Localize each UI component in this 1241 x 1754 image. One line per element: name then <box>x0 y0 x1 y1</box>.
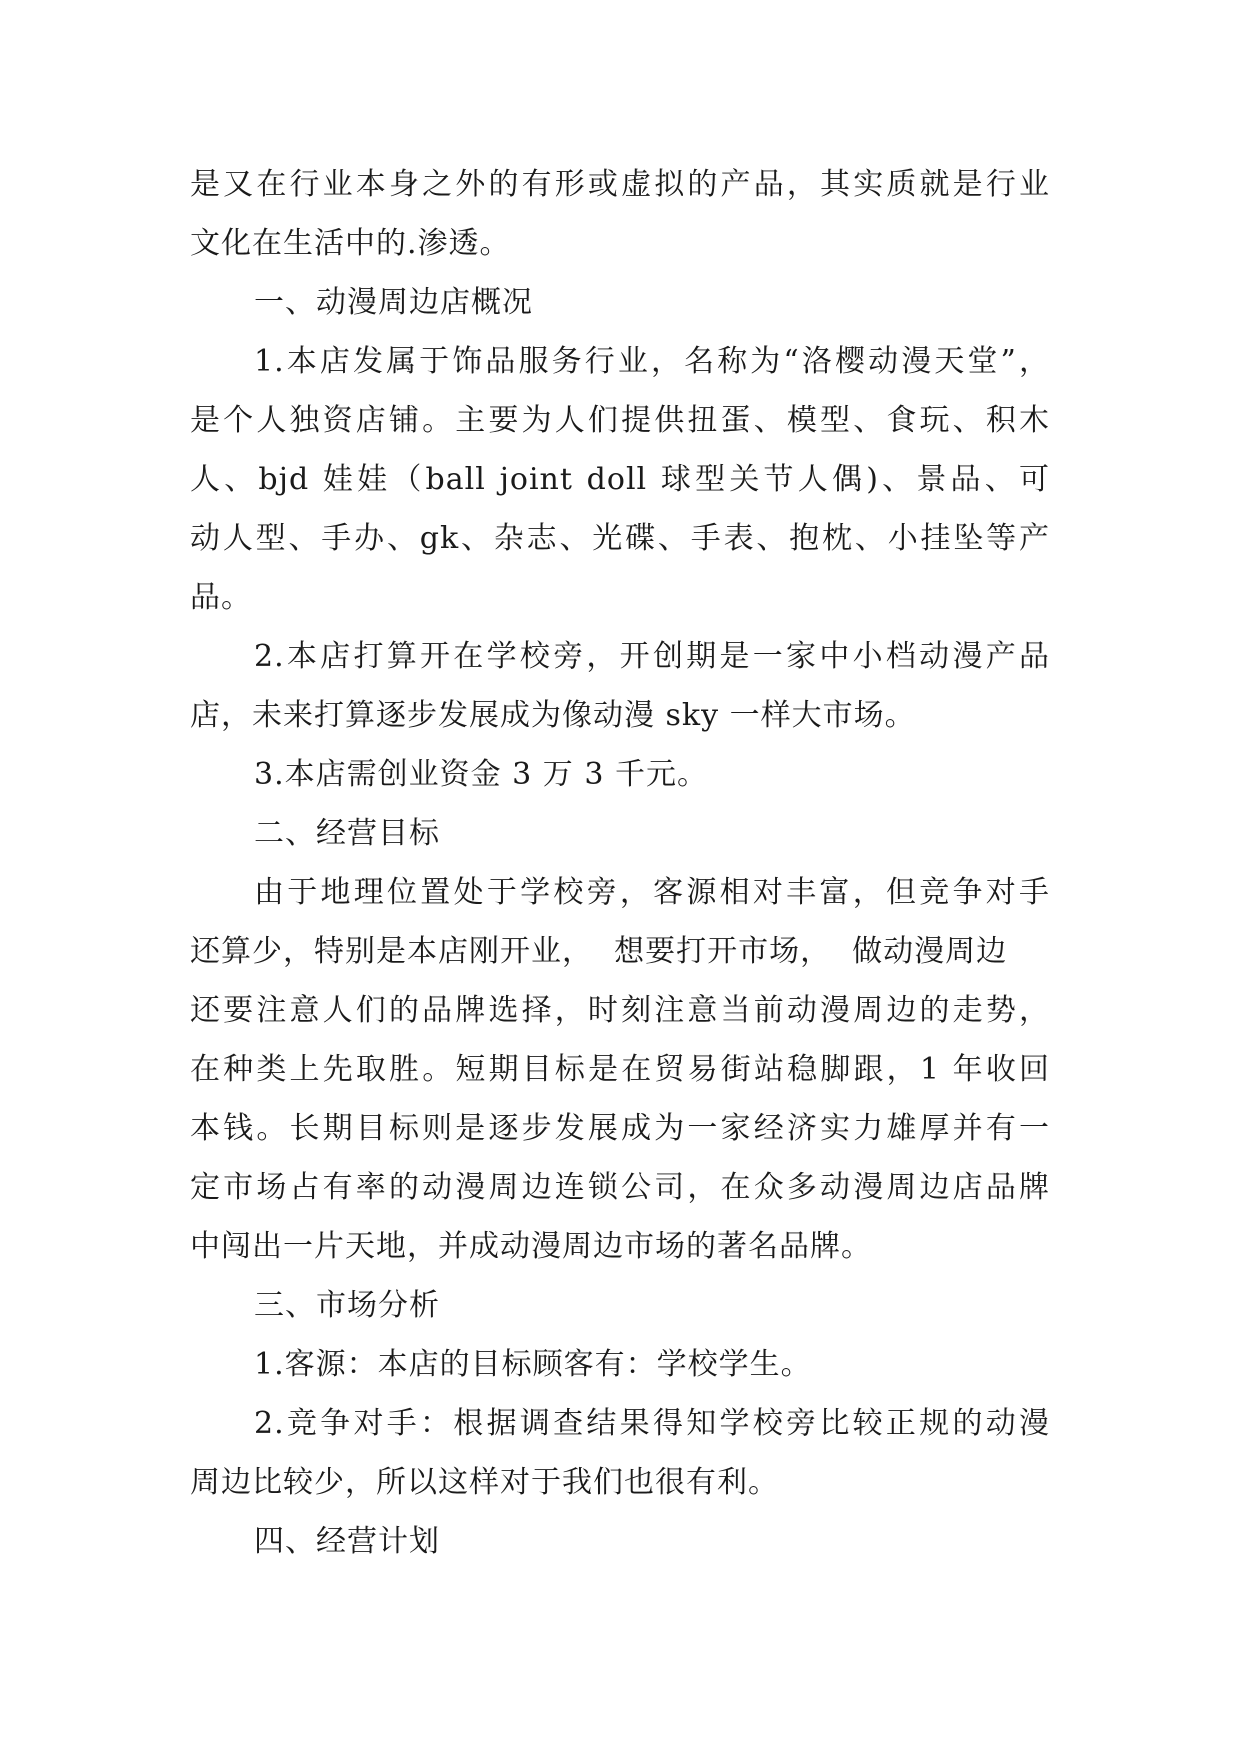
paragraph-line: 1.客源：本店的目标顾客有：学校学生。 <box>254 1347 812 1382</box>
paragraph-line: 由于地理位置处于学校旁，客源相对丰富，但竞争对手 <box>254 875 1050 910</box>
paragraph-line: 在种类上先取胜。短期目标是在贸易街站稳脚跟，1 年收回 <box>190 1052 1050 1087</box>
paragraph-line: 2.本店打算开在学校旁，开创期是一家中小档动漫产品 <box>254 639 1050 674</box>
paragraph-line: 定市场占有率的动漫周边连锁公司，在众多动漫周边店品牌 <box>190 1170 1050 1205</box>
paragraph-line: 还要注意人们的品牌选择，时刻注意当前动漫周边的走势， <box>190 993 1050 1028</box>
paragraph-line: 3.本店需创业资金 3 万 3 千元。 <box>254 757 708 792</box>
section-heading-goals: 二、经营目标 <box>254 816 440 851</box>
paragraph-line: 还算少，特别是本店刚开业， 想要打开市场， 做动漫周边 <box>190 934 1008 969</box>
paragraph-line: 是又在行业本身之外的有形或虚拟的产品，其实质就是行业 <box>190 167 1050 202</box>
paragraph-line: 1.本店发属于饰品服务行业，名称为“洛樱动漫天堂”， <box>254 344 1050 379</box>
section-heading-market: 三、市场分析 <box>254 1288 440 1323</box>
paragraph-line: 2.竞争对手：根据调查结果得知学校旁比较正规的动漫 <box>254 1406 1050 1441</box>
paragraph-line: 人、bjd 娃娃（ball joint doll 球型关节人偶)、景品、可 <box>190 462 1050 497</box>
paragraph-line: 中闯出一片天地，并成动漫周边市场的著名品牌。 <box>190 1229 872 1264</box>
paragraph-line: 动人型、手办、gk、杂志、光碟、手表、抱枕、小挂坠等产 <box>190 521 1050 556</box>
document-page <box>190 155 1050 1571</box>
section-heading-overview: 一、动漫周边店概况 <box>254 285 533 320</box>
paragraph-line: 本钱。长期目标则是逐步发展成为一家经济实力雄厚并有一 <box>190 1111 1050 1146</box>
paragraph-line: 品。 <box>190 580 252 615</box>
paragraph-line: 是个人独资店铺。主要为人们提供扭蛋、模型、食玩、积木 <box>190 403 1050 438</box>
paragraph-line: 店，未来打算逐步发展成为像动漫 sky 一样大市场。 <box>190 698 916 733</box>
section-heading-plan: 四、经营计划 <box>254 1524 440 1559</box>
paragraph-line: 周边比较少，所以这样对于我们也很有利。 <box>190 1465 779 1500</box>
paragraph-line: 文化在生活中的.渗透。 <box>190 226 511 261</box>
